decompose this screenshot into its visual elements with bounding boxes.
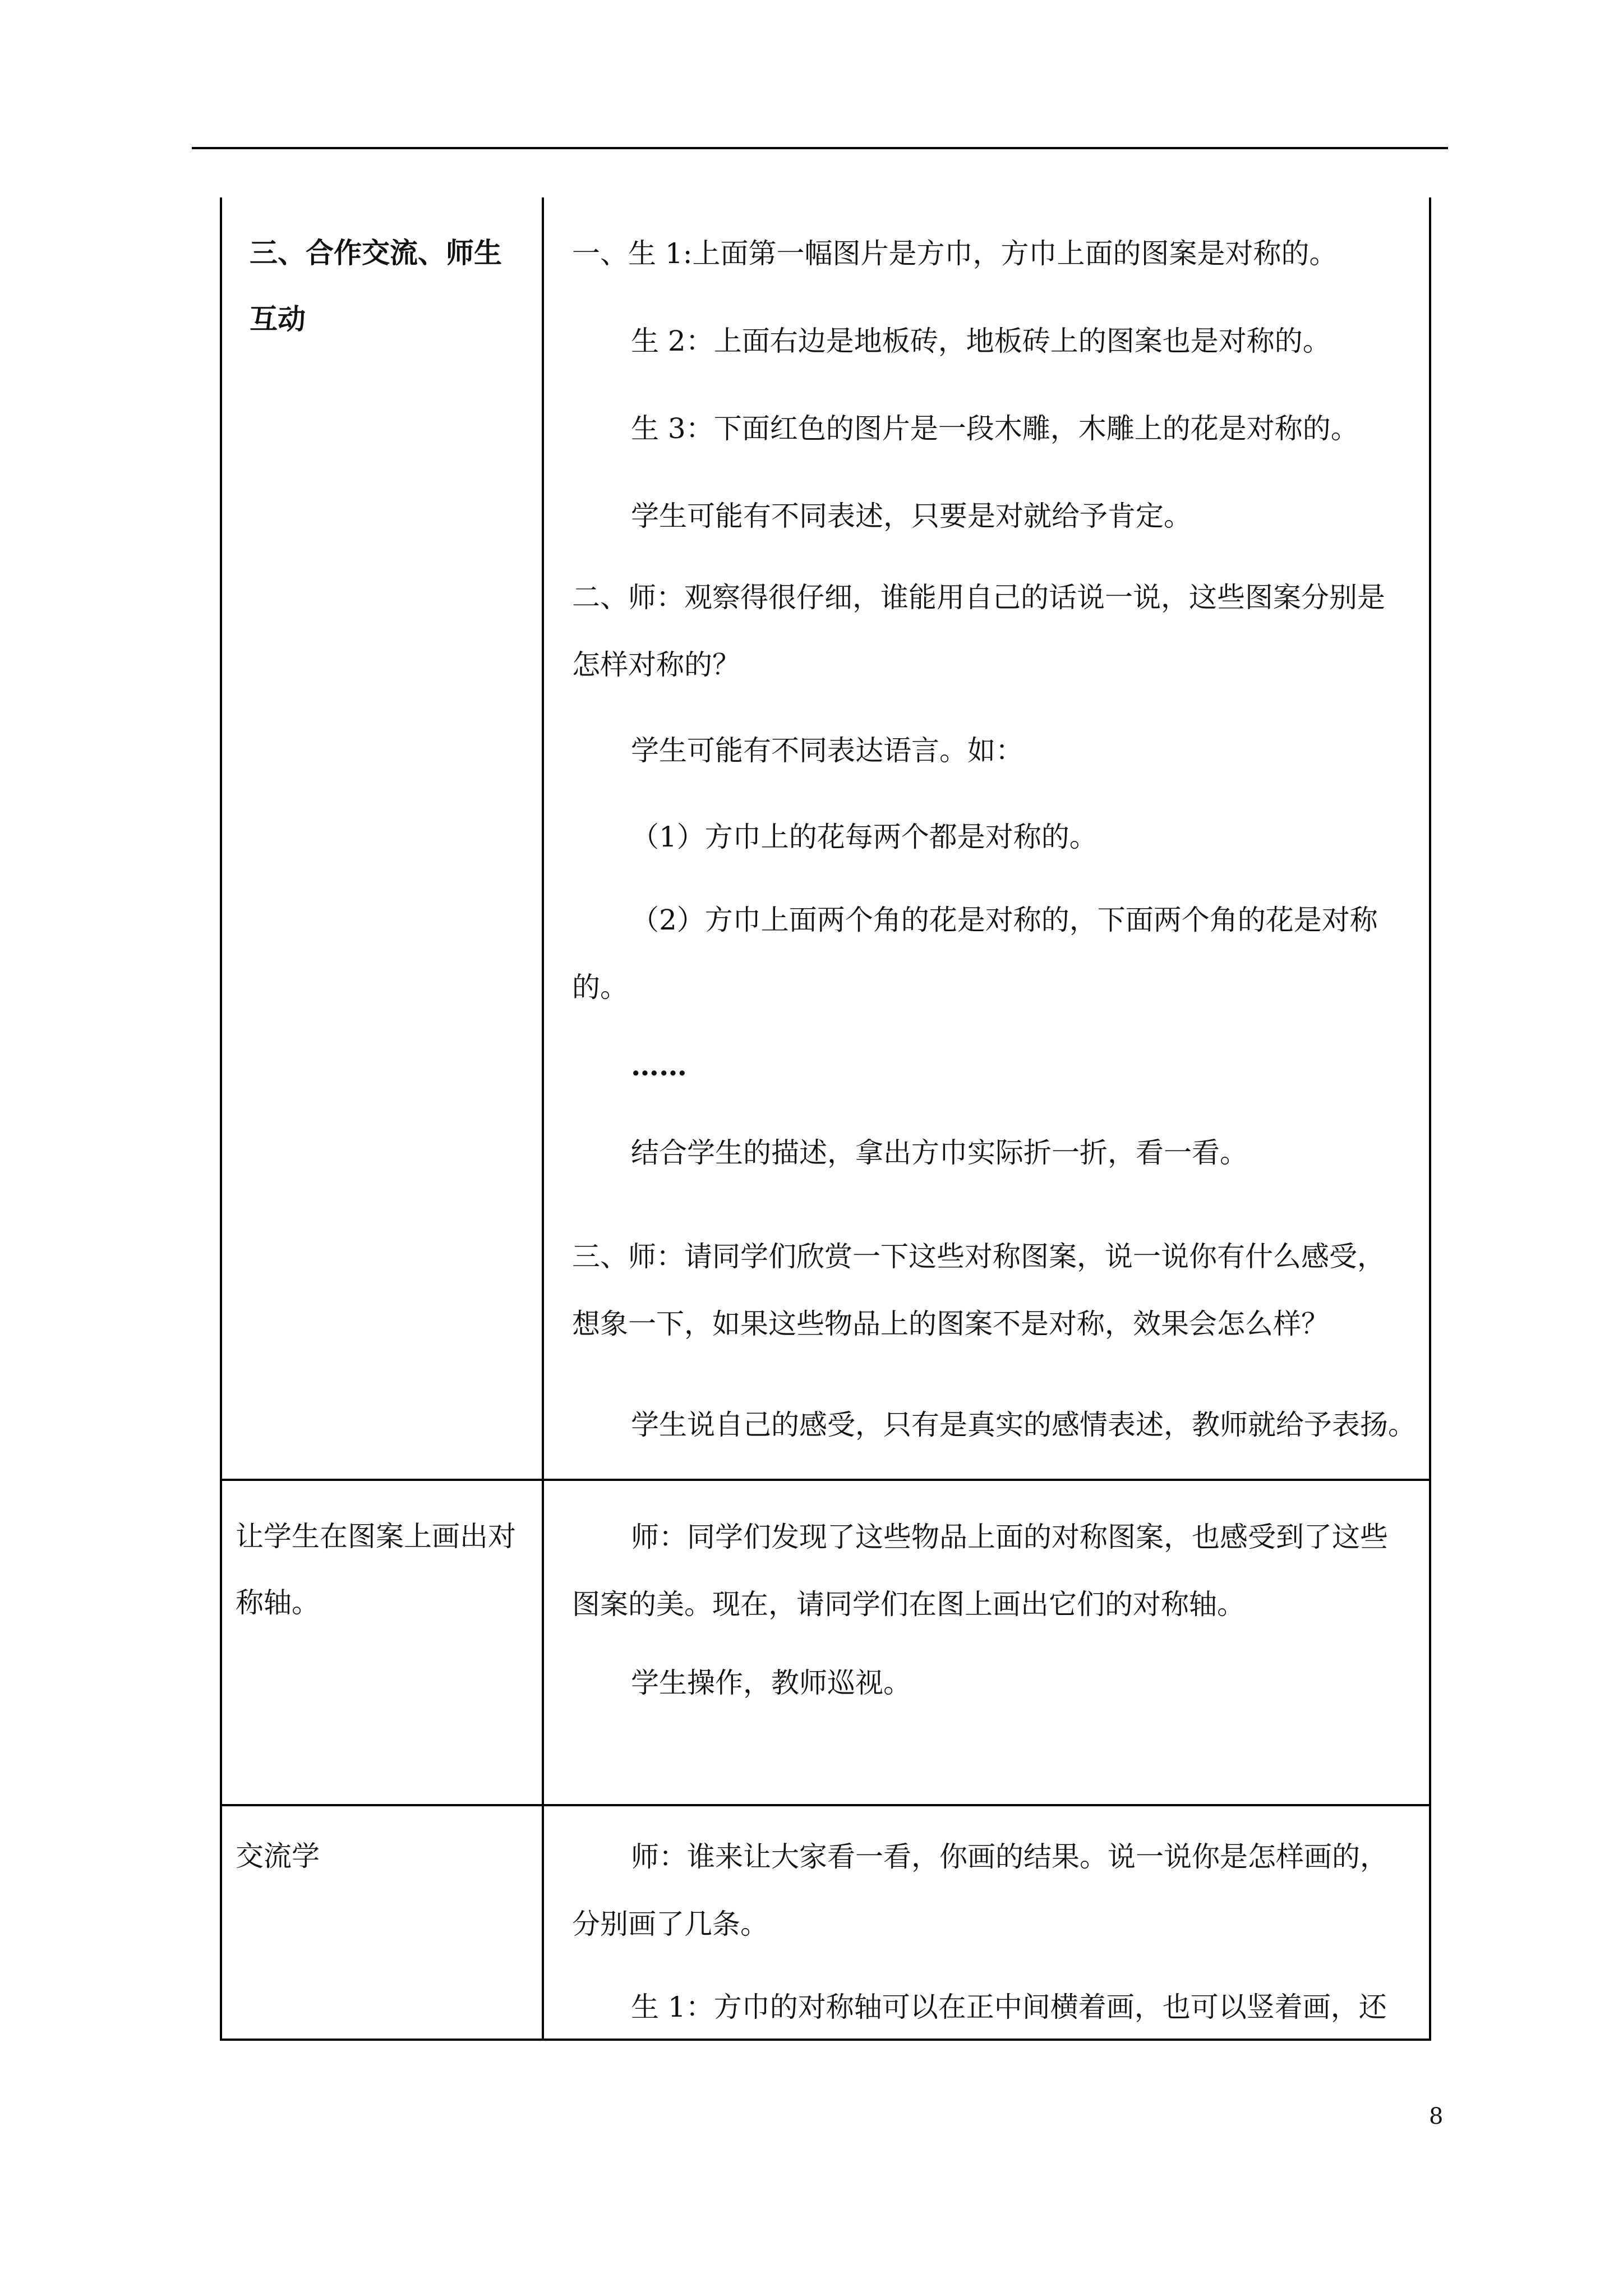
- row1-paragraph: 学生可能有不同表达语言。如：: [631, 734, 1023, 767]
- row-label-exchange: 交流学: [236, 1840, 320, 1872]
- table-column-divider: [542, 197, 544, 2041]
- page-number: 8: [1429, 2104, 1444, 2129]
- row-label-draw-axis: 让学生在图案上画出对称轴。: [236, 1520, 516, 1619]
- row1-paragraph: 生 3：下面红色的图片是一段木雕，木雕上的花是对称的。: [631, 412, 1359, 445]
- row1-paragraph: 三、师：请同学们欣赏一下这些对称图案，说一说你有什么感受，想象一下，如果这些物品上的图案不是对称，效果会怎么样？: [572, 1240, 1385, 1340]
- row2-paragraph: 学生操作，教师巡视。: [631, 1667, 911, 1699]
- row1-paragraph: 一、生 1:上面第一幅图片是方巾，方巾上面的图案是对称的。: [572, 237, 1338, 270]
- row2-paragraph: 师：同学们发现了这些物品上面的对称图案，也感受到了这些图案的美。现在，请同学们在图上画出它们的对称轴。: [572, 1521, 1388, 1621]
- row1-paragraph: （1）方巾上的花每两个都是对称的。: [631, 821, 1098, 853]
- row1-ellipsis: ……: [631, 1049, 687, 1082]
- row3-paragraph: 师：谁来让大家看一看，你画的结果。说一说你是怎样画的，分别画了几条。: [572, 1841, 1388, 1940]
- table-row-divider: [220, 1479, 1431, 1481]
- row1-paragraph: 生 2：上面右边是地板砖，地板砖上的图案也是对称的。: [631, 325, 1331, 357]
- table-row-divider: [220, 1804, 1431, 1806]
- row-label-cooperation: 三、合作交流、师生互动: [250, 236, 502, 335]
- row1-paragraph: 学生说自己的感受，只有是真实的感情表述，教师就给予表扬。: [631, 1409, 1416, 1441]
- row1-paragraph: 结合学生的描述，拿出方巾实际折一折，看一看。: [631, 1137, 1248, 1169]
- header-rule: [192, 147, 1448, 149]
- row1-paragraph: 二、师：观察得很仔细，谁能用自己的话说一说，这些图案分别是怎样对称的？: [572, 581, 1385, 681]
- row1-paragraph: （2）方巾上面两个角的花是对称的，下面两个角的花是对称的。: [572, 904, 1378, 1004]
- row3-paragraph: 生 1：方巾的对称轴可以在正中间横着画，也可以竖着画，还: [631, 1991, 1387, 2023]
- row1-paragraph: 学生可能有不同表述，只要是对就给予肯定。: [631, 500, 1192, 532]
- table-left-border: [220, 197, 222, 2041]
